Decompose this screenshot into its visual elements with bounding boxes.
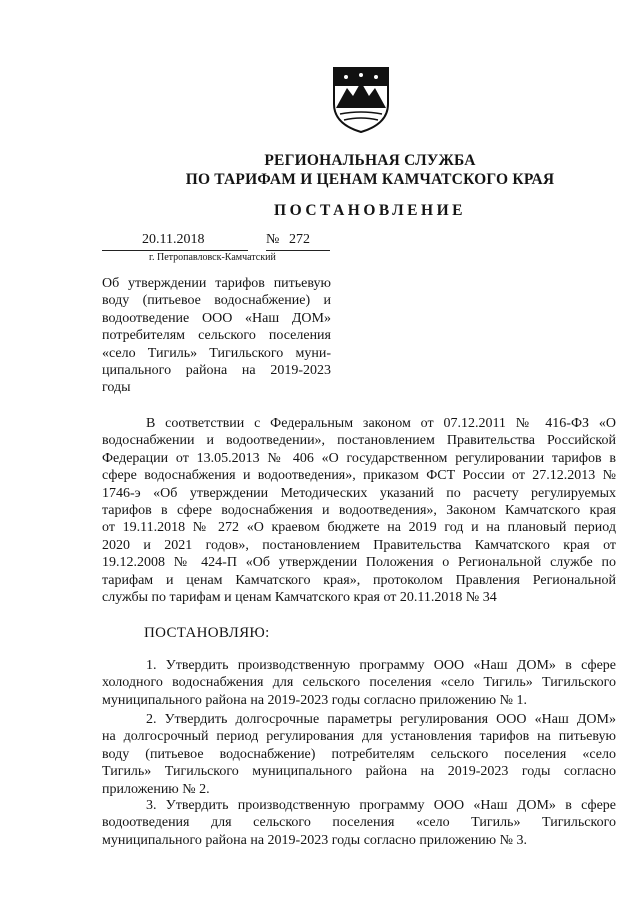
document-subject: [102, 275, 331, 397]
document-date: 20.11.2018: [142, 232, 205, 247]
preamble-line: тарифам и ценам Камчатского края», протоколом Правления Региональной: [102, 572, 616, 588]
number-sign: №: [266, 232, 280, 247]
preamble-line: 1746-э «Об утверждении Методических указаний по расчету регулируемых: [102, 485, 616, 501]
subject-line: ципального района на 2019-2023: [102, 363, 331, 379]
resolution-item-2: [102, 711, 616, 798]
preamble-line: В соответствии с Федеральным законом от 07.12.2011 № 416-ФЗ «О: [146, 416, 616, 431]
preamble-line: 19.12.2008 № 424-П «Об утверждении Положения о Региональной службе по: [102, 555, 616, 571]
subject-line: годы: [102, 380, 131, 396]
resolution-item-3: [102, 797, 616, 849]
item-line: на долгосрочный период регулирования для установления тарифов на питьевую: [102, 729, 616, 745]
subject-line: потребителям сельского поселения: [102, 328, 331, 344]
subject-line: Об утверждении тарифов питьевую: [102, 276, 331, 291]
resolution-item-1: [102, 657, 616, 709]
preamble-line: сфере водоснабжения и водоотведения», приказом ФСТ России от 27.12.2013 №: [102, 468, 616, 484]
number-underline: [266, 250, 330, 251]
org-name-line1: РЕГИОНАЛЬНАЯ СЛУЖБА: [264, 152, 476, 169]
org-name-line2: ПО ТАРИФАМ И ЦЕНАМ КАМЧАТСКОГО КРАЯ: [185, 171, 555, 188]
item-line: муниципального района на 2019-2023 годы согласно приложению № 3.: [102, 832, 527, 848]
item-line: приложению № 2.: [102, 781, 210, 797]
item-line: холодного водоснабжения для сельского поселения «село Тигиль» Тигильского: [102, 675, 616, 691]
item-line: муниципального района на 2019-2023 годы согласно приложению № 1.: [102, 692, 527, 708]
preamble-line: от 19.11.2018 № 272 «О краевом бюджете на 2019 год и на плановый период: [102, 520, 616, 536]
date-underline: [102, 250, 248, 251]
item-line: 2. Утвердить долгосрочные параметры регулирования ООО «Наш ДОМ»: [146, 712, 616, 727]
preamble-line: водоснабжении и водоотведении», постановлением Правительства Российской: [102, 433, 616, 449]
item-line: 3. Утвердить производственную программу ООО «Наш ДОМ» в сфере: [146, 798, 616, 813]
preamble-paragraph: [102, 415, 616, 606]
item-line: воду (питьевое водоснабжение) потребителям сельского поселения «село: [102, 746, 616, 762]
kamchatka-coat-of-arms-icon: [330, 64, 392, 134]
preamble-line: 2020 и 2021 годов», постановлением Правительства Камчатского края от: [102, 537, 616, 553]
item-line: водоотведения для сельского поселения «село Тигиль» Тигильского: [102, 815, 616, 831]
document-city: г. Петропавловск-Камчатский: [149, 252, 276, 263]
preamble-line: службы по тарифам и ценам Камчатского края от 20.11.2018 № 34: [102, 590, 497, 606]
document-number: 272: [289, 232, 310, 247]
preamble-line: тарифов в сфере водоснабжения и водоотведения», Законом Камчатского края: [102, 503, 616, 519]
item-line: Тигиль» Тигильского муниципального района на 2019-2023 годы согласно: [102, 764, 616, 780]
subject-line: водоотведение ООО «Наш ДОМ»: [102, 310, 331, 326]
resolve-heading: ПОСТАНОВЛЯЮ:: [144, 625, 270, 641]
subject-line: «село Тигиль» Тигильского муни-: [102, 345, 331, 361]
preamble-line: Федерации от 13.05.2013 № 406 «О государственном регулировании тарифов в: [102, 450, 616, 466]
item-line: 1. Утвердить производственную программу ООО «Наш ДОМ» в сфере: [146, 658, 616, 673]
subject-line: воду (питьевое водоснабжение) и: [102, 293, 331, 309]
document-type: ПОСТАНОВЛЕНИЕ: [274, 202, 466, 219]
